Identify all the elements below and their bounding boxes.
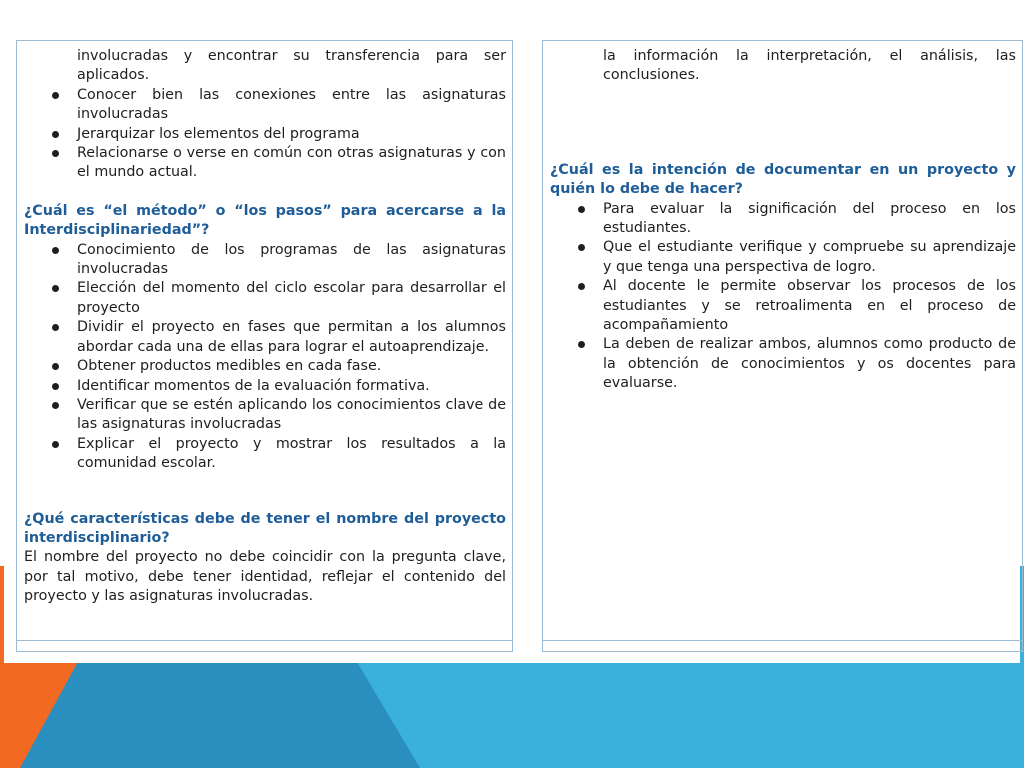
documentation-list	[550, 200, 1016, 394]
question-heading-method: ¿Cuál es “el método” o “los pasos” para acercarse a la Interdisciplinariedad”?	[24, 202, 506, 239]
column-bottom-rule	[17, 640, 512, 641]
list-item: Conocimiento de los programas de las asignaturas involucradas	[24, 241, 506, 280]
left-column	[16, 40, 513, 652]
list-item: Explicar el proyecto y mostrar los resultados a la comunidad escolar.	[24, 435, 506, 474]
project-name-paragraph: El nombre del proyecto no debe coincidir con la pregunta clave, por tal motivo, debe tener identidad, reflejar el contenido del proyecto y las asignaturas involucradas.	[24, 549, 506, 605]
bullet-icon	[52, 150, 59, 157]
document-page	[4, 0, 1020, 663]
right-intro-continuation: la información la interpretación, el análisis, las conclusiones.	[603, 48, 1016, 84]
bullet-icon	[52, 131, 59, 138]
question-heading-name: ¿Qué características debe de tener el nombre del proyecto interdisciplinario?	[24, 510, 506, 546]
left-intro-list	[24, 86, 506, 183]
list-item: Que el estudiante verifique y compruebe su aprendizaje y que tenga una perspectiva de logro.	[550, 238, 1016, 277]
question-heading-documentation: ¿Cuál es la intención de documentar en un proyecto y quién lo debe de hacer?	[550, 161, 1016, 198]
left-intro-continuation: involucradas y encontrar su transferencia para ser aplicados.	[77, 48, 506, 84]
list-item: Relacionarse o verse en común con otras asignaturas y con el mundo actual.	[24, 144, 506, 183]
bullet-icon	[578, 341, 585, 348]
bullet-icon	[52, 383, 59, 390]
list-item: Para evaluar la significación del proceso en los estudiantes.	[550, 200, 1016, 239]
list-item: Al docente le permite observar los procesos de los estudiantes y se retroalimenta en el proceso de acompañamiento	[550, 277, 1016, 335]
bullet-icon	[52, 402, 59, 409]
bullet-icon	[52, 363, 59, 370]
list-item: Identificar momentos de la evaluación formativa.	[24, 377, 506, 396]
bullet-icon	[52, 247, 59, 254]
list-item: Obtener productos medibles en cada fase.	[24, 357, 506, 376]
list-item: Elección del momento del ciclo escolar para desarrollar el proyecto	[24, 279, 506, 318]
right-column	[542, 40, 1023, 652]
list-item: Dividir el proyecto en fases que permitan a los alumnos abordar cada una de ellas para lograr el autoaprendizaje.	[24, 318, 506, 357]
bullet-icon	[52, 92, 59, 99]
bullet-icon	[578, 244, 585, 251]
bullet-icon	[578, 283, 585, 290]
method-steps-list	[24, 241, 506, 474]
list-item: Conocer bien las conexiones entre las asignaturas involucradas	[24, 86, 506, 125]
bullet-icon	[578, 206, 585, 213]
bullet-icon	[52, 324, 59, 331]
list-item: Jerarquizar los elementos del programa	[24, 125, 506, 144]
bullet-icon	[52, 285, 59, 292]
list-item: La deben de realizar ambos, alumnos como producto de la obtención de conocimientos y os docentes para evaluarse.	[550, 335, 1016, 393]
column-bottom-rule	[543, 640, 1022, 641]
bullet-icon	[52, 441, 59, 448]
list-item: Verificar que se estén aplicando los conocimientos clave de las asignaturas involucradas	[24, 396, 506, 435]
